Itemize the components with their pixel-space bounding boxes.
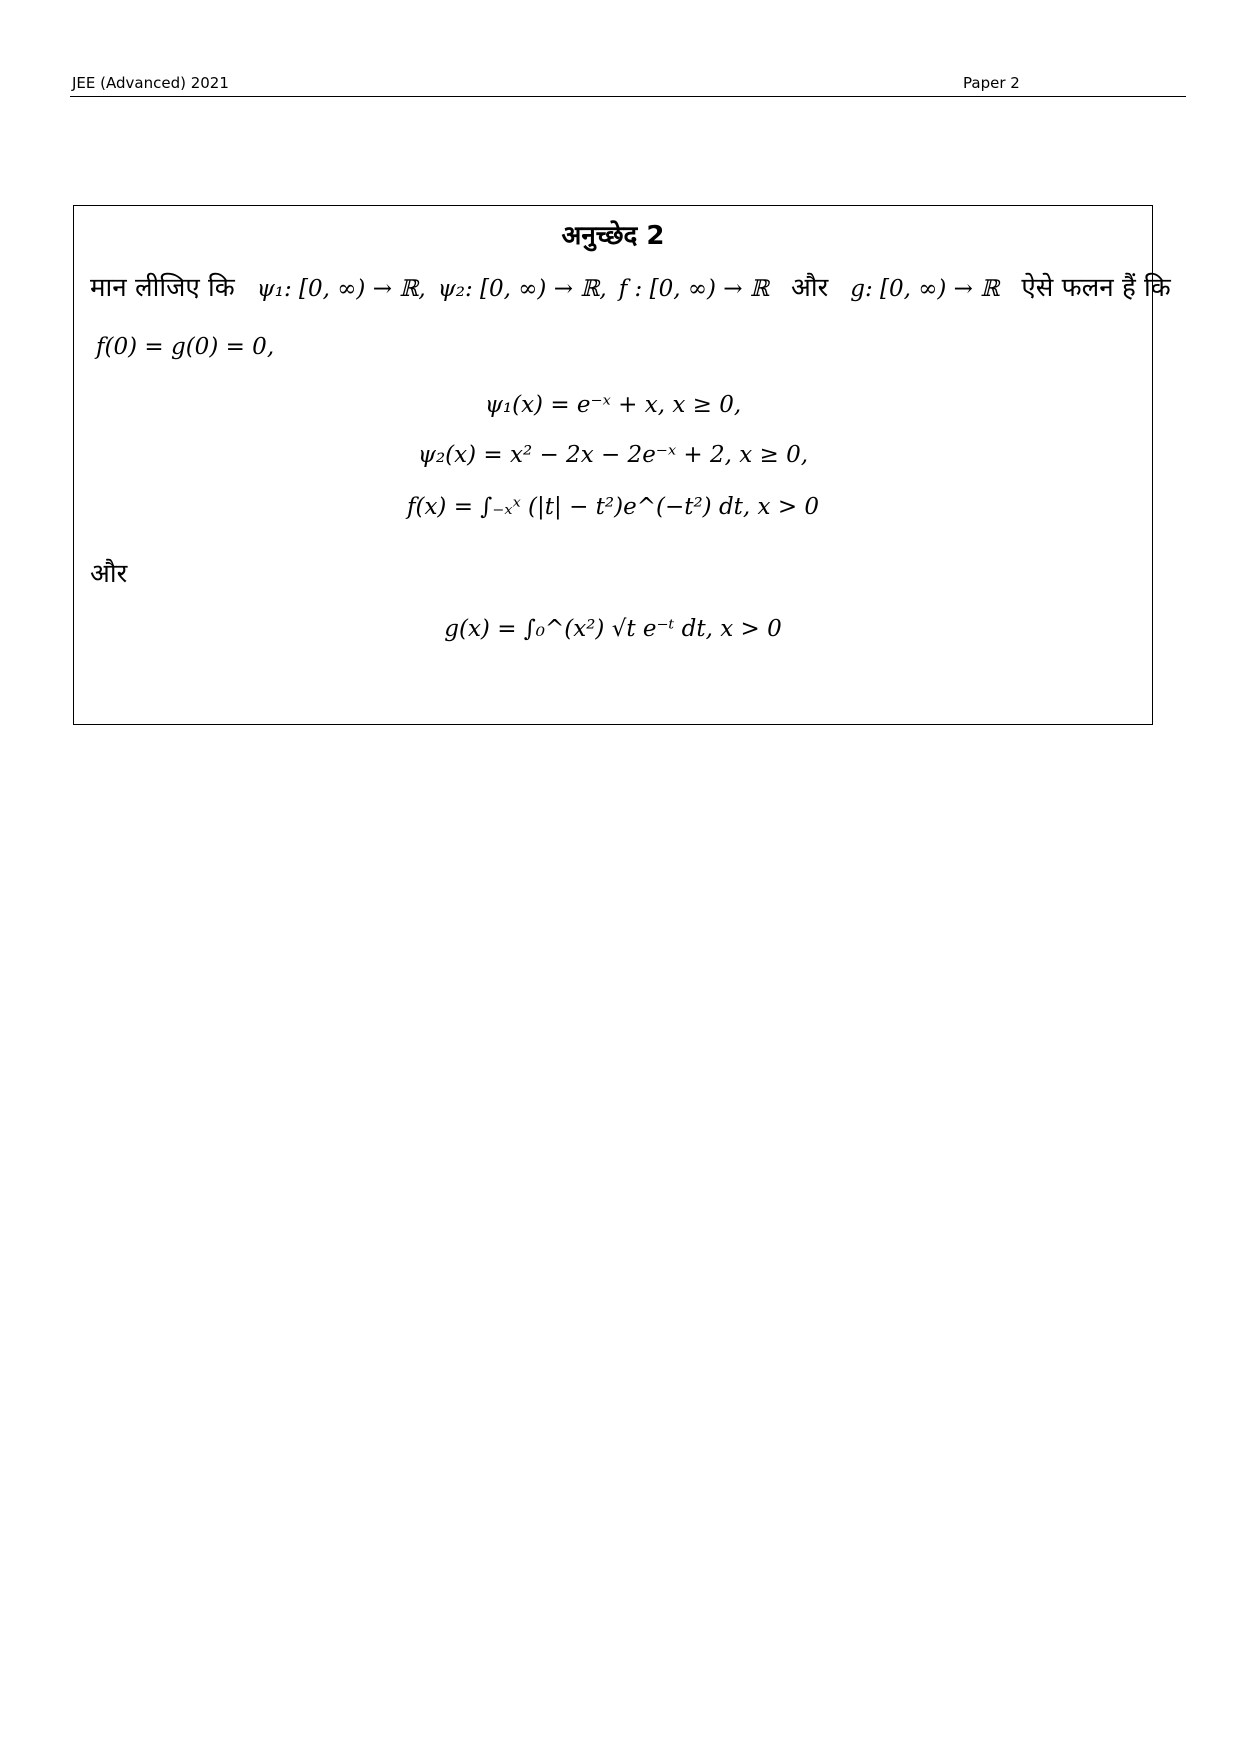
equation-psi2: ψ₂(x) = x² − 2x − 2e⁻ˣ + 2, x ≥ 0,	[417, 442, 809, 468]
intro-line	[90, 268, 1171, 304]
f-map: f : [0, ∞) → ℝ	[618, 276, 769, 302]
and-word: और	[790, 273, 829, 303]
intro-suffix: ऐसे फलन हैं कि	[1021, 273, 1171, 303]
paper-label: Paper 2	[963, 74, 1020, 92]
exam-title: JEE (Advanced) 2021	[72, 74, 229, 92]
intro-prefix: मान लीजिए कि	[90, 273, 235, 303]
initial-condition: f(0) = g(0) = 0,	[96, 334, 275, 360]
equation-f: f(x) = ∫₋ₓˣ (|t| − t²)e^(−t²) dt, x > 0	[406, 494, 820, 520]
g-map: g: [0, ∞) → ℝ	[850, 276, 1000, 302]
page-header	[70, 70, 1186, 97]
passage-box	[73, 205, 1171, 725]
equation-psi1: ψ₁(x) = e⁻ˣ + x, x ≥ 0,	[484, 392, 742, 418]
and-line: और	[90, 559, 128, 589]
psi1-map: ψ₁: [0, ∞) → ℝ,	[256, 276, 426, 302]
equation-g: g(x) = ∫₀^(x²) √t e⁻ᵗ dt, x > 0	[444, 616, 782, 642]
passage-title: अनुच्छेद 2	[561, 221, 665, 251]
psi2-map: ψ₂: [0, ∞) → ℝ,	[437, 276, 607, 302]
